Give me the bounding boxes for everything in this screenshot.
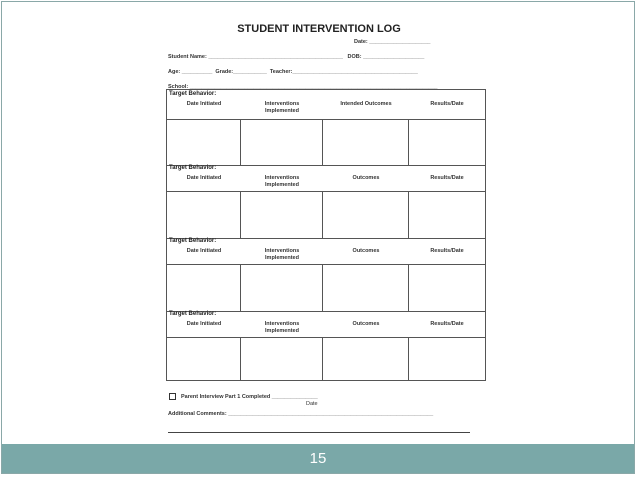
col-results-date: Results/Date [430,101,464,107]
col-interventions: Interventions Implemented [264,321,300,334]
student-name-field: Student Name: ____________________________________________ DOB: ____________________ [168,54,425,60]
page-number: 15 [309,450,327,467]
page-title: STUDENT INTERVENTION LOG [237,23,401,35]
date-caption: Date [306,401,318,407]
intervention-form [166,89,486,381]
school-field: School: _________________________________________________________________________________ [168,84,438,90]
page-number-bar [2,444,634,473]
entry-row [167,264,485,312]
parent-interview-checkbox[interactable] [169,393,176,400]
col-date-initiated: Date Initiated [186,101,222,107]
parent-interview-label: Parent Interview Part 1 Completed _______________ [181,394,318,400]
col-outcomes: Outcomes [352,248,380,254]
target-behavior-section [167,237,485,310]
col-date-initiated: Date Initiated [186,321,222,327]
col-outcomes: Outcomes [352,321,380,327]
col-results-date: Results/Date [430,321,464,327]
target-behavior-section [167,90,485,164]
target-behavior-label: Target Behavior: [169,311,217,317]
entry-row [167,119,485,166]
entry-row [167,337,485,381]
target-behavior-label: Target Behavior: [169,238,217,244]
additional-comments-field: Additional Comments: ___________________________________________________________________ [168,411,434,417]
age-grade-teacher-field: Age: __________ Grade:___________ Teacher:_________________________________________ [168,69,418,75]
col-results-date: Results/Date [430,175,464,181]
target-behavior-section [167,310,485,380]
col-date-initiated: Date Initiated [186,175,222,181]
col-date-initiated: Date Initiated [186,248,222,254]
col-outcomes: Intended Outcomes [340,101,392,107]
target-behavior-label: Target Behavior: [169,91,217,97]
date-field: Date: ____________________ [354,39,431,45]
col-outcomes: Outcomes [352,175,380,181]
target-behavior-label: Target Behavior: [169,165,217,171]
col-results-date: Results/Date [430,248,464,254]
col-interventions: Interventions Implemented [264,248,300,261]
entry-row [167,191,485,239]
col-interventions: Interventions Implemented [264,101,300,114]
target-behavior-section [167,164,485,237]
col-interventions: Interventions Implemented [264,175,300,188]
comments-line [168,432,470,433]
